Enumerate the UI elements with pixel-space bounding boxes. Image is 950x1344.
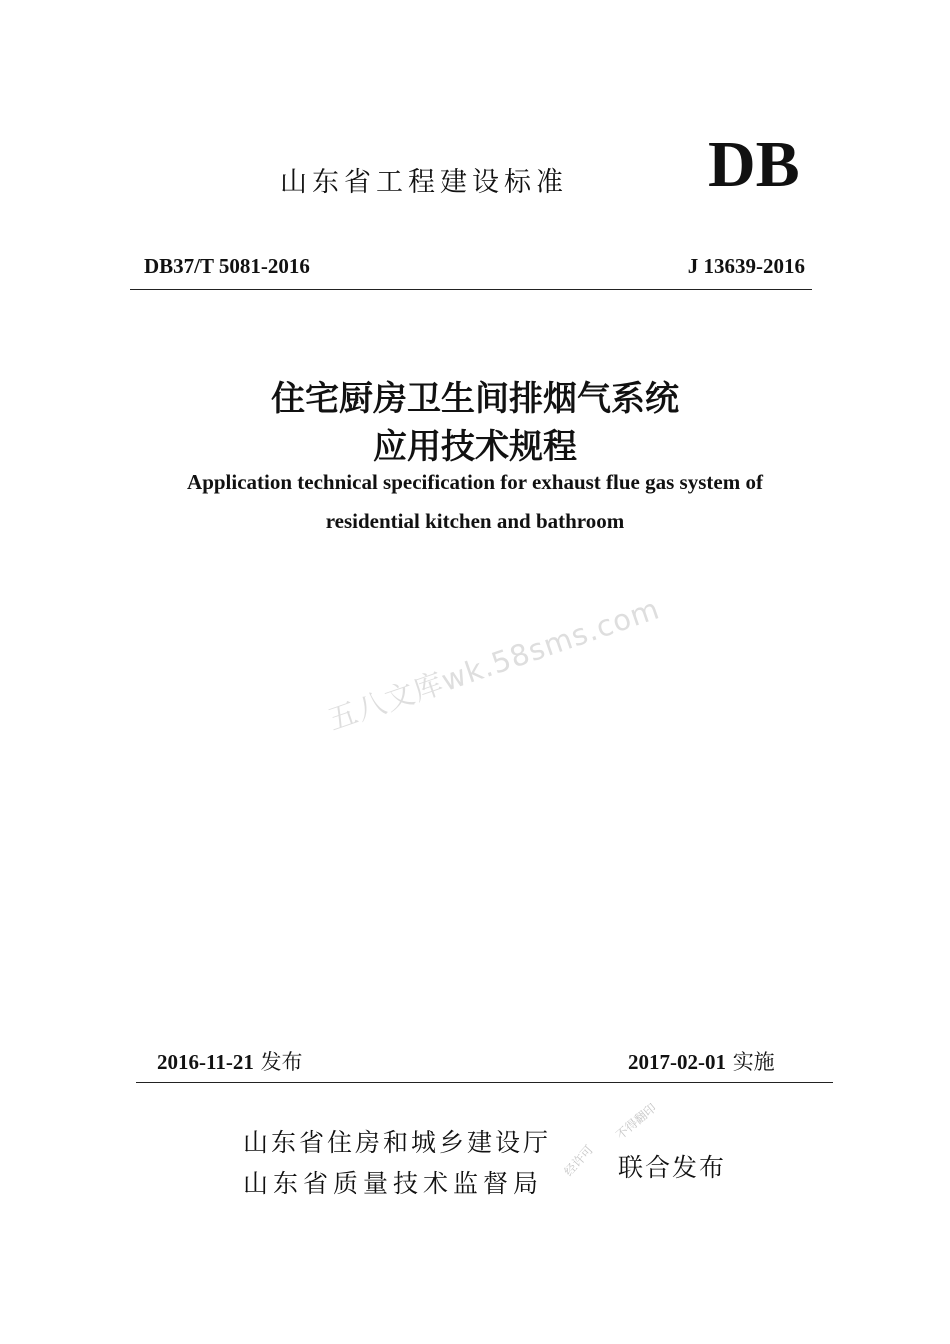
title-en-line2: residential kitchen and bathroom	[325, 509, 625, 533]
issue-date-value: 2016-11-21	[157, 1050, 254, 1074]
record-number: J 13639-2016	[687, 254, 805, 278]
issue-label: 发布	[260, 1050, 303, 1074]
stamp-text-2: 不得翻印	[613, 1100, 660, 1143]
header-divider	[130, 289, 812, 290]
footer-divider	[136, 1082, 833, 1083]
title-en-line1: Application technical specification for exhaust flue gas system of	[187, 470, 763, 494]
joint-publish-label: 联合发布	[618, 1153, 727, 1182]
title-zh-line2: 应用技术规程	[373, 427, 577, 467]
standard-mark: DB	[708, 128, 800, 201]
title-zh-line1: 住宅厨房卫生间排烟气系统	[271, 379, 679, 419]
effective-label: 实施	[732, 1050, 775, 1074]
standard-code: DB37/T 5081-2016	[144, 254, 310, 278]
issuer-line2: 山东省质量技术监督局	[243, 1169, 544, 1198]
stamp-text-1: 经许可	[561, 1142, 596, 1179]
watermark: 五八文库wk.58sms.com	[323, 591, 664, 737]
issue-date	[157, 1046, 303, 1076]
effective-date	[628, 1046, 775, 1076]
issuer-line1: 山东省住房和城乡建设厅	[243, 1128, 552, 1157]
standard-category: 山东省工程建设标准	[280, 167, 568, 198]
effective-date-value: 2017-02-01	[628, 1050, 726, 1074]
